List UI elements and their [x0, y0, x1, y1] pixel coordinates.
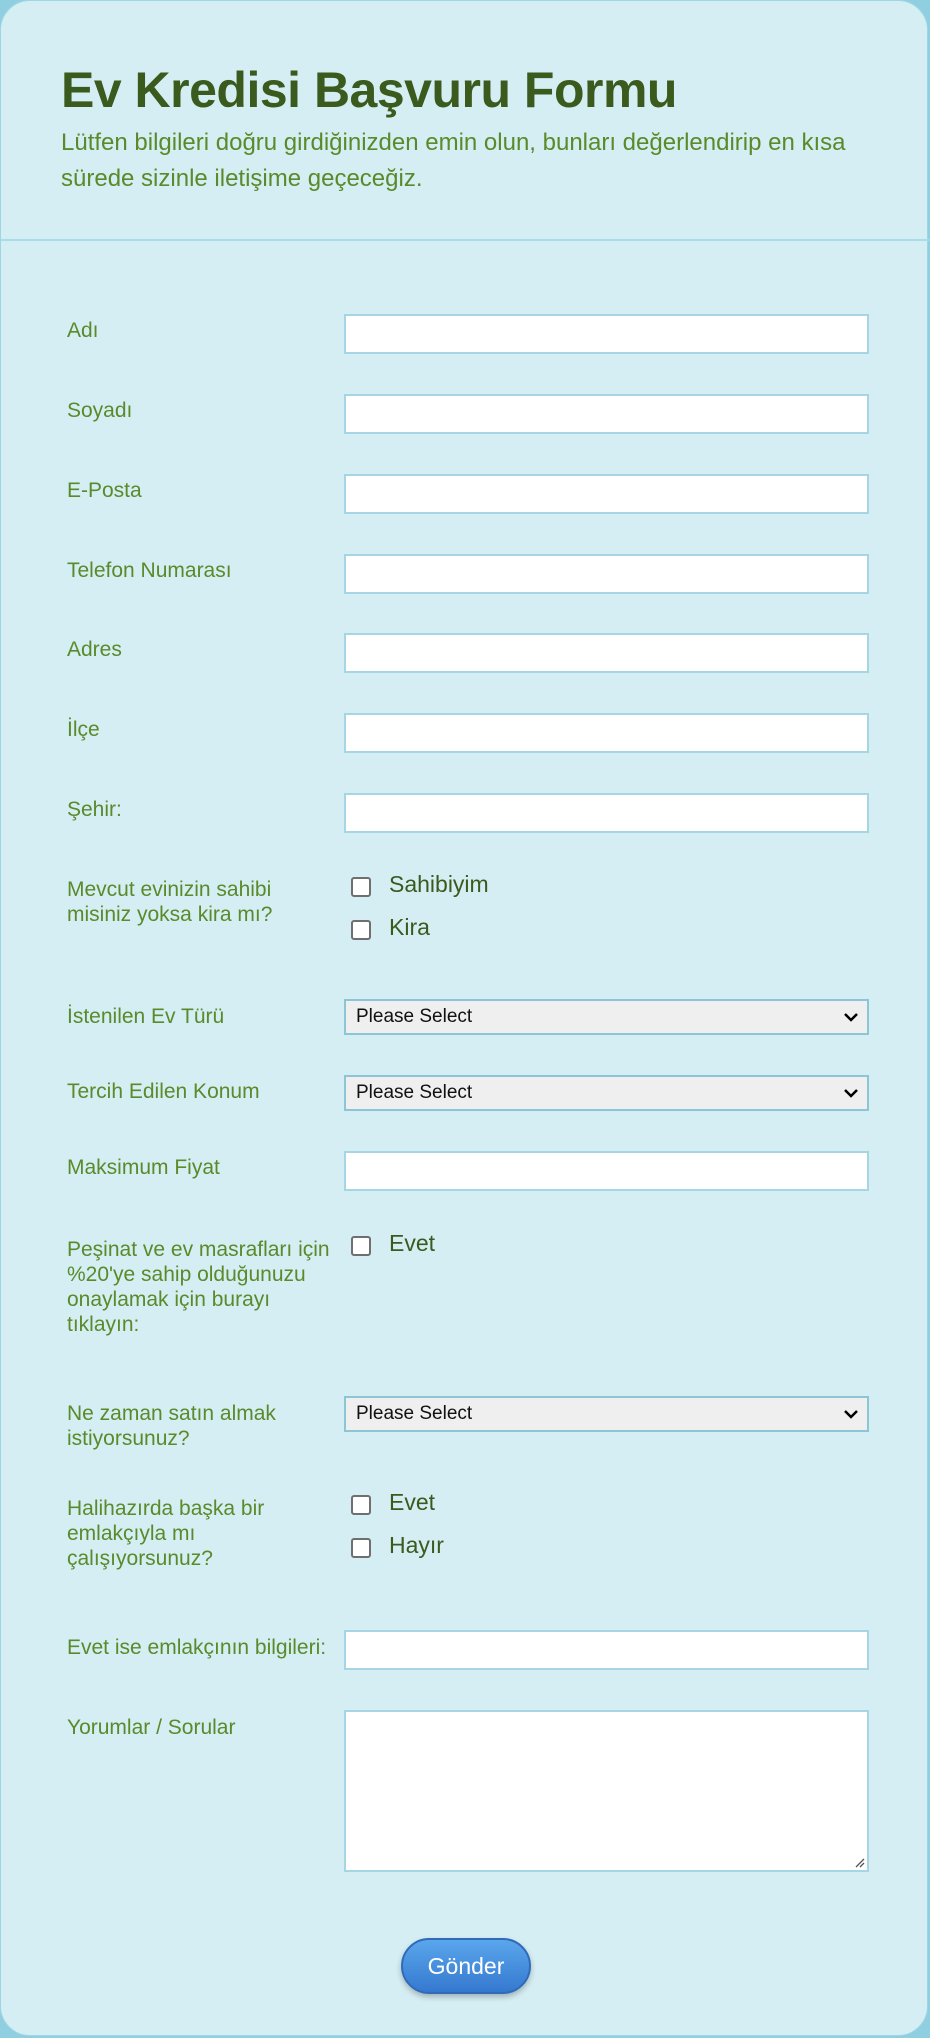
ownership-label: Mevcut evinizin sahibi misiniz yoksa kira mı? [67, 878, 273, 926]
ownership-rent-label: Kira [389, 914, 430, 940]
chevron-down-icon [843, 1009, 859, 1025]
page-title: Ev Kredisi Başvuru Formu [61, 62, 677, 118]
purchase-time-label: Ne zaman satın almak istiyorsunuz? [67, 1402, 276, 1450]
ownership-owner-checkbox[interactable] [351, 877, 371, 897]
location-selected: Please Select [356, 1082, 473, 1103]
ownership-rent-checkbox[interactable] [351, 920, 371, 940]
last-name-label: Soyadı [67, 399, 133, 422]
email-label: E-Posta [67, 479, 142, 502]
first-name-label: Adı [67, 319, 99, 342]
address-input[interactable] [344, 633, 869, 673]
district-label: İlçe [67, 718, 100, 741]
chevron-down-icon [843, 1406, 859, 1422]
city-label: Şehir: [67, 798, 122, 821]
down-payment-yes-label: Evet [389, 1230, 436, 1256]
submit-button[interactable]: Gönder [401, 1938, 531, 1994]
address-label: Adres [67, 638, 122, 661]
city-input[interactable] [344, 793, 869, 833]
home-type-select[interactable] [344, 999, 869, 1035]
agent-no-checkbox[interactable] [351, 1538, 371, 1558]
home-type-selected: Please Select [356, 1006, 473, 1027]
purchase-time-selected: Please Select [356, 1403, 473, 1424]
first-name-input[interactable] [344, 314, 869, 354]
home-type-label: İstenilen Ev Türü [67, 1005, 225, 1028]
last-name-input[interactable] [344, 394, 869, 434]
agent-yes-label: Evet [389, 1489, 436, 1515]
location-label: Tercih Edilen Konum [67, 1080, 260, 1103]
phone-input[interactable] [344, 554, 869, 594]
page-subtitle: Lütfen bilgileri doğru girdiğinizden emin olun, bunları değerlendirip en kısa sürede sizinle iletişime geçeceğiz. [61, 129, 846, 192]
down-payment-label: Peşinat ve ev masrafları için %20'ye sahip olduğunuzu onaylamak için burayı tıklayın: [67, 1238, 330, 1336]
agent-label: Halihazırda başka bir emlakçıyla mı çalışıyorsunuz? [67, 1497, 265, 1570]
agent-yes-checkbox[interactable] [351, 1495, 371, 1515]
comments-textarea[interactable] [344, 1710, 869, 1872]
ownership-owner-label: Sahibiyim [389, 871, 489, 897]
max-price-label: Maksimum Fiyat [67, 1156, 220, 1179]
location-select[interactable] [344, 1075, 869, 1111]
phone-label: Telefon Numarası [67, 559, 232, 582]
email-input[interactable] [344, 474, 869, 514]
chevron-down-icon [843, 1085, 859, 1101]
agent-no-label: Hayır [389, 1532, 444, 1558]
district-input[interactable] [344, 713, 869, 753]
agent-info-label: Evet ise emlakçının bilgileri: [67, 1636, 327, 1659]
down-payment-yes-checkbox[interactable] [351, 1236, 371, 1256]
max-price-input[interactable] [344, 1151, 869, 1191]
comments-label: Yorumlar / Sorular [67, 1716, 236, 1739]
resize-grip-icon[interactable] [853, 1856, 865, 1868]
form-header [1, 1, 929, 241]
agent-info-input[interactable] [344, 1630, 869, 1670]
purchase-time-select[interactable] [344, 1396, 869, 1432]
